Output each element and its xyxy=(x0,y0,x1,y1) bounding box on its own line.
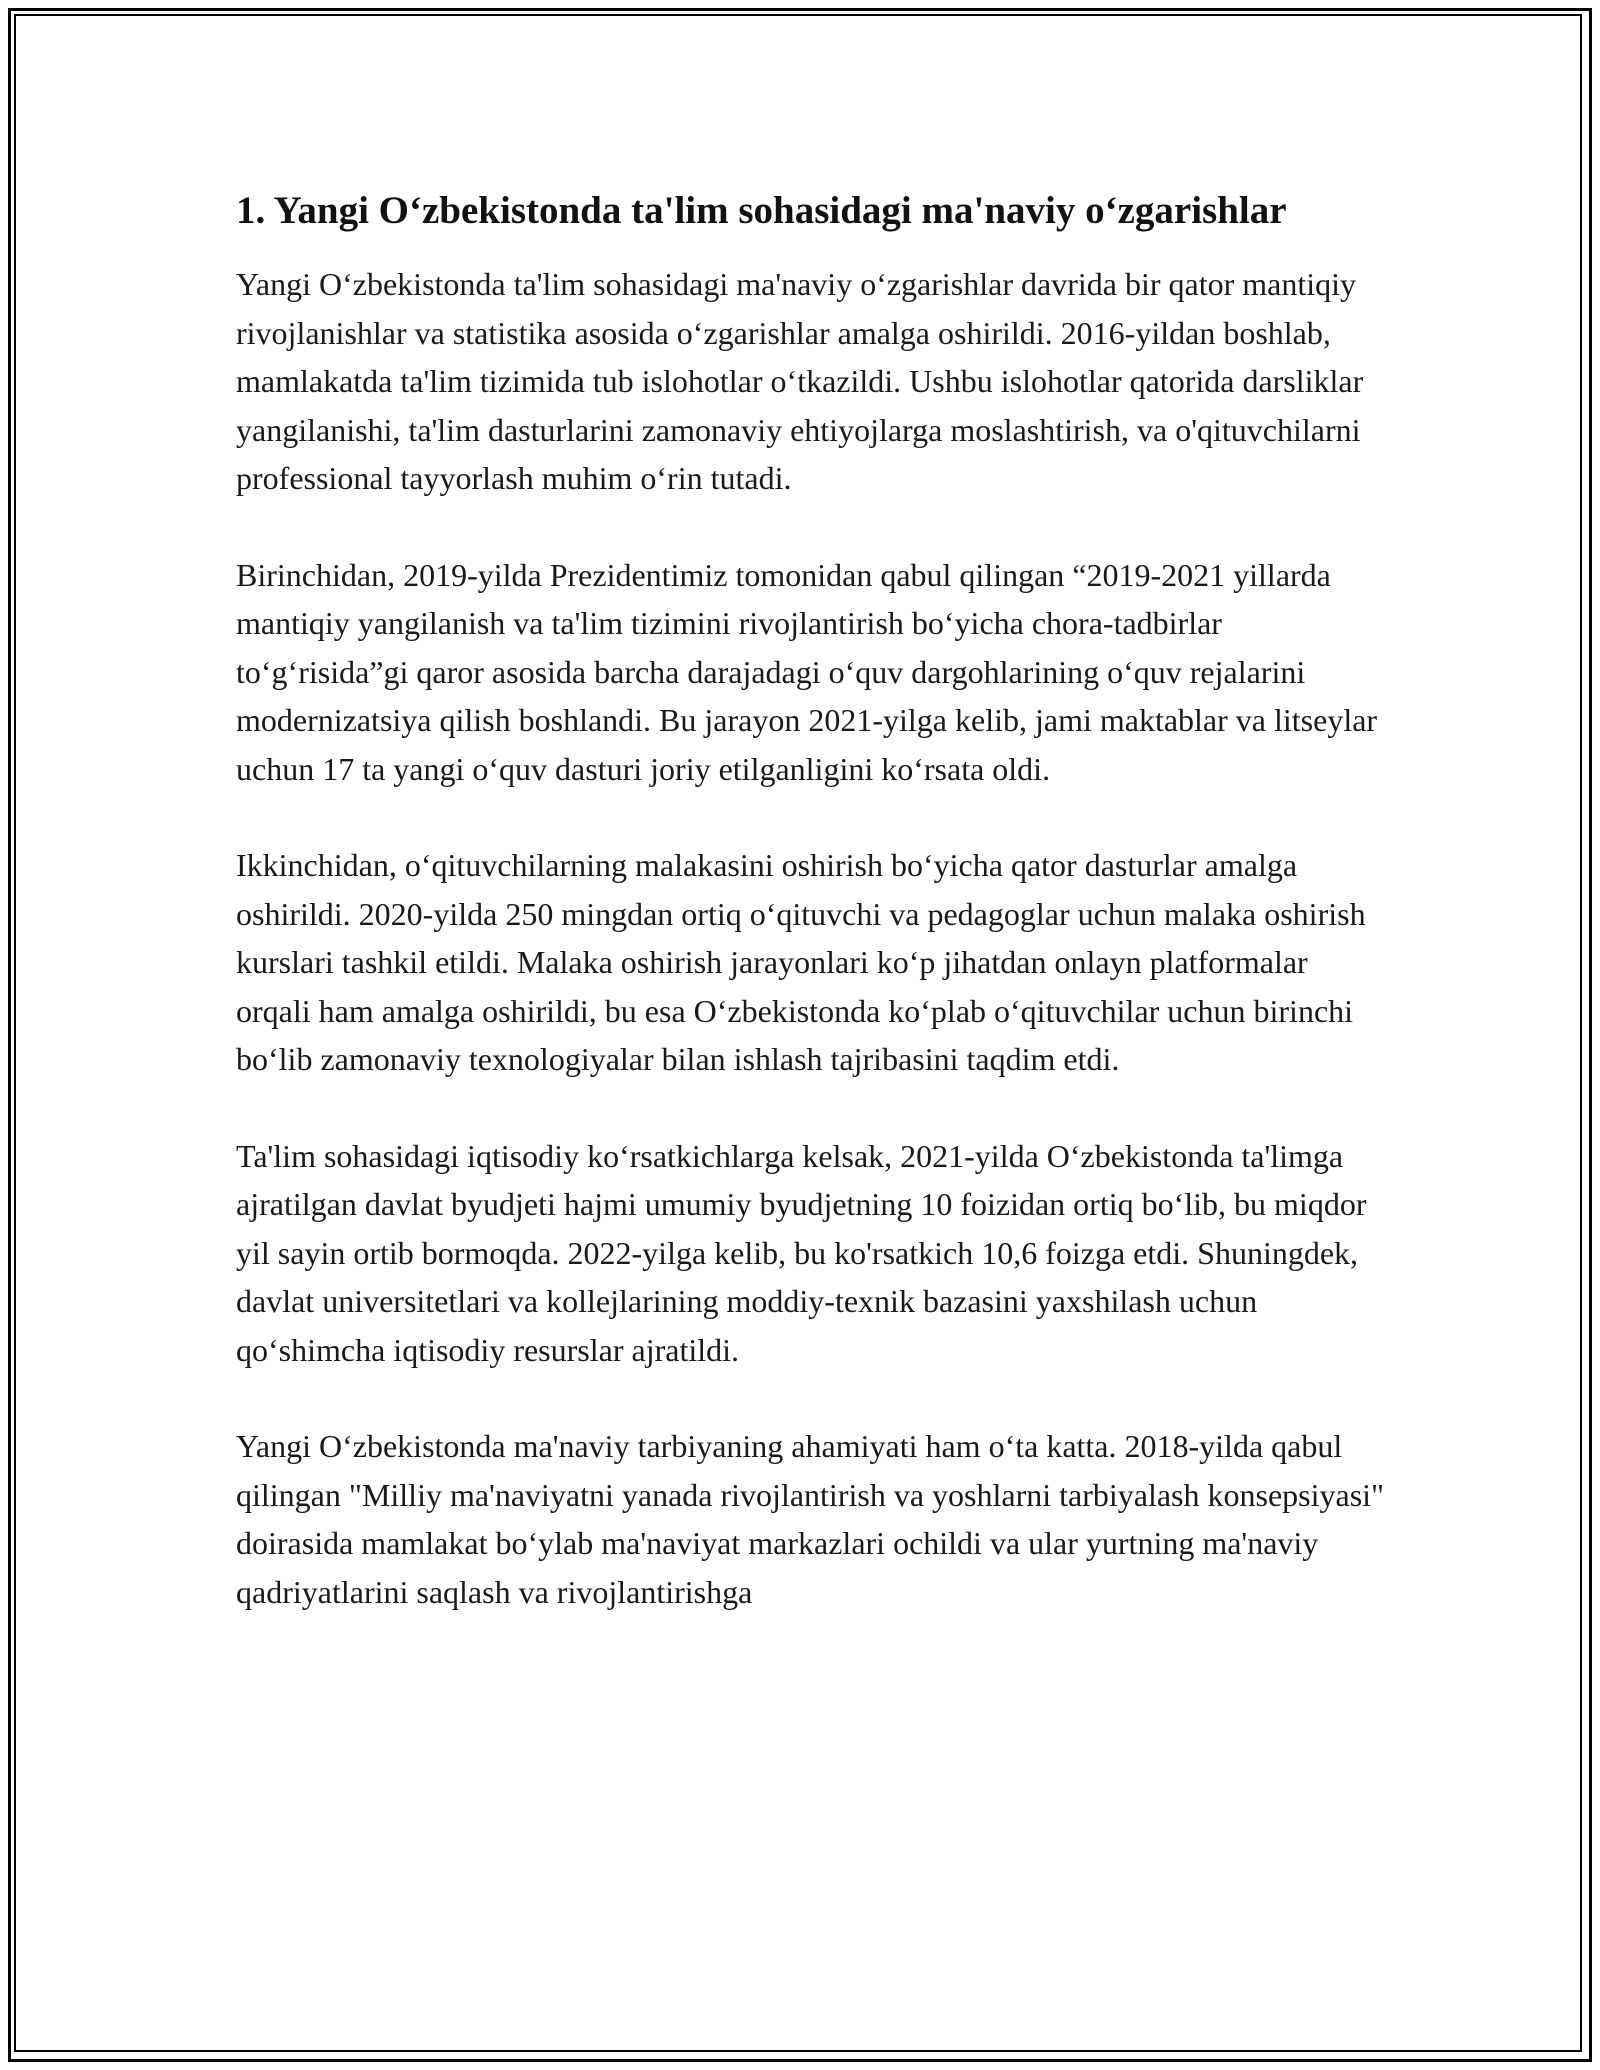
paragraph-second-point: Ikkinchidan, o‘qituvchilarning malakasini oshirish bo‘yicha qator dasturlar amalga oshirildi. 2020-yilda 250 mingdan ortiq o‘qituvchi va pedagoglar uchun malaka oshirish kurslari tashkil etildi. Malaka oshirish jarayonlari ko‘p jihatdan onlayn platformalar orqali ham amalga oshirildi, bu esa O‘zbekistonda ko‘plab o‘qituvchilar uchun birinchi bo‘lib zamonaviy texnologiyalar bilan ishlash tajribasini taqdim etdi. xyxy=(236,847,1366,1077)
document-body xyxy=(236,182,1386,1664)
section-heading: 1. Yangi O‘zbekistonda ta'lim sohasidagi ma'naviy o‘zgarishlar xyxy=(236,189,1287,232)
paragraph-intro: Yangi O‘zbekistonda ta'lim sohasidagi ma'naviy o‘zgarishlar davrida bir qator mantiqiy rivojlanishlar va statistika asosida o‘zgarishlar amalga oshirildi. 2016-yildan boshlab, mamlakatda ta'lim tizimida tub islohotlar o‘tkazildi. Ushbu islohotlar qatorida darsliklar yangilanishi, ta'lim dasturlarini zamonaviy ehtiyojlarga moslashtirish, va o'qituvchilarni professional tayyorlash muhim o‘rin tutadi. xyxy=(236,266,1364,496)
paragraph-economic-indicators: Ta'lim sohasidagi iqtisodiy ko‘rsatkichlarga kelsak, 2021-yilda O‘zbekistonda ta'limga ajratilgan davlat byudjeti hajmi umumiy byudjetning 10 foizidan ortiq bo‘lib, bu miqdor yil sayin ortib bormoqda. 2022-yilga kelib, bu ko'rsatkich 10,6 foizga etdi. Shuningdek, davlat universitetlari va kollejlarining moddiy-texnik bazasini yaxshilash uchun qo‘shimcha iqtisodiy resurslar ajratildi. xyxy=(236,1137,1367,1368)
paragraph-first-point: Birinchidan, 2019-yilda Prezidentimiz tomonidan qabul qilingan “2019-2021 yillarda mantiqiy yangilanish va ta'lim tizimini rivojlantirish bo‘yicha chora-tadbirlar to‘g‘risida”gi qaror asosida barcha darajadagi o‘quv dargohlarining o‘quv rejalarini modernizatsiya qilish boshlandi. Bu jarayon 2021-yilga kelib, jami maktablar va litseylar uchun 17 ta yangi o‘quv dasturi joriy etilganligini ko‘rsata oldi. xyxy=(236,556,1378,787)
paragraph-spiritual-education: Yangi O‘zbekistonda ma'naviy tarbiyaning ahamiyati ham o‘ta katta. 2018-yilda qabul qilingan "Milliy ma'naviyatni yanada rivojlantirish va yoshlarni tarbiyalash konsepsiyasi" doirasida mamlakat bo‘ylab ma'naviyat markazlari ochildi va ular yurtning ma'naviy qadriyatlarini saqlash va rivojlantirishga xyxy=(236,1428,1385,1610)
